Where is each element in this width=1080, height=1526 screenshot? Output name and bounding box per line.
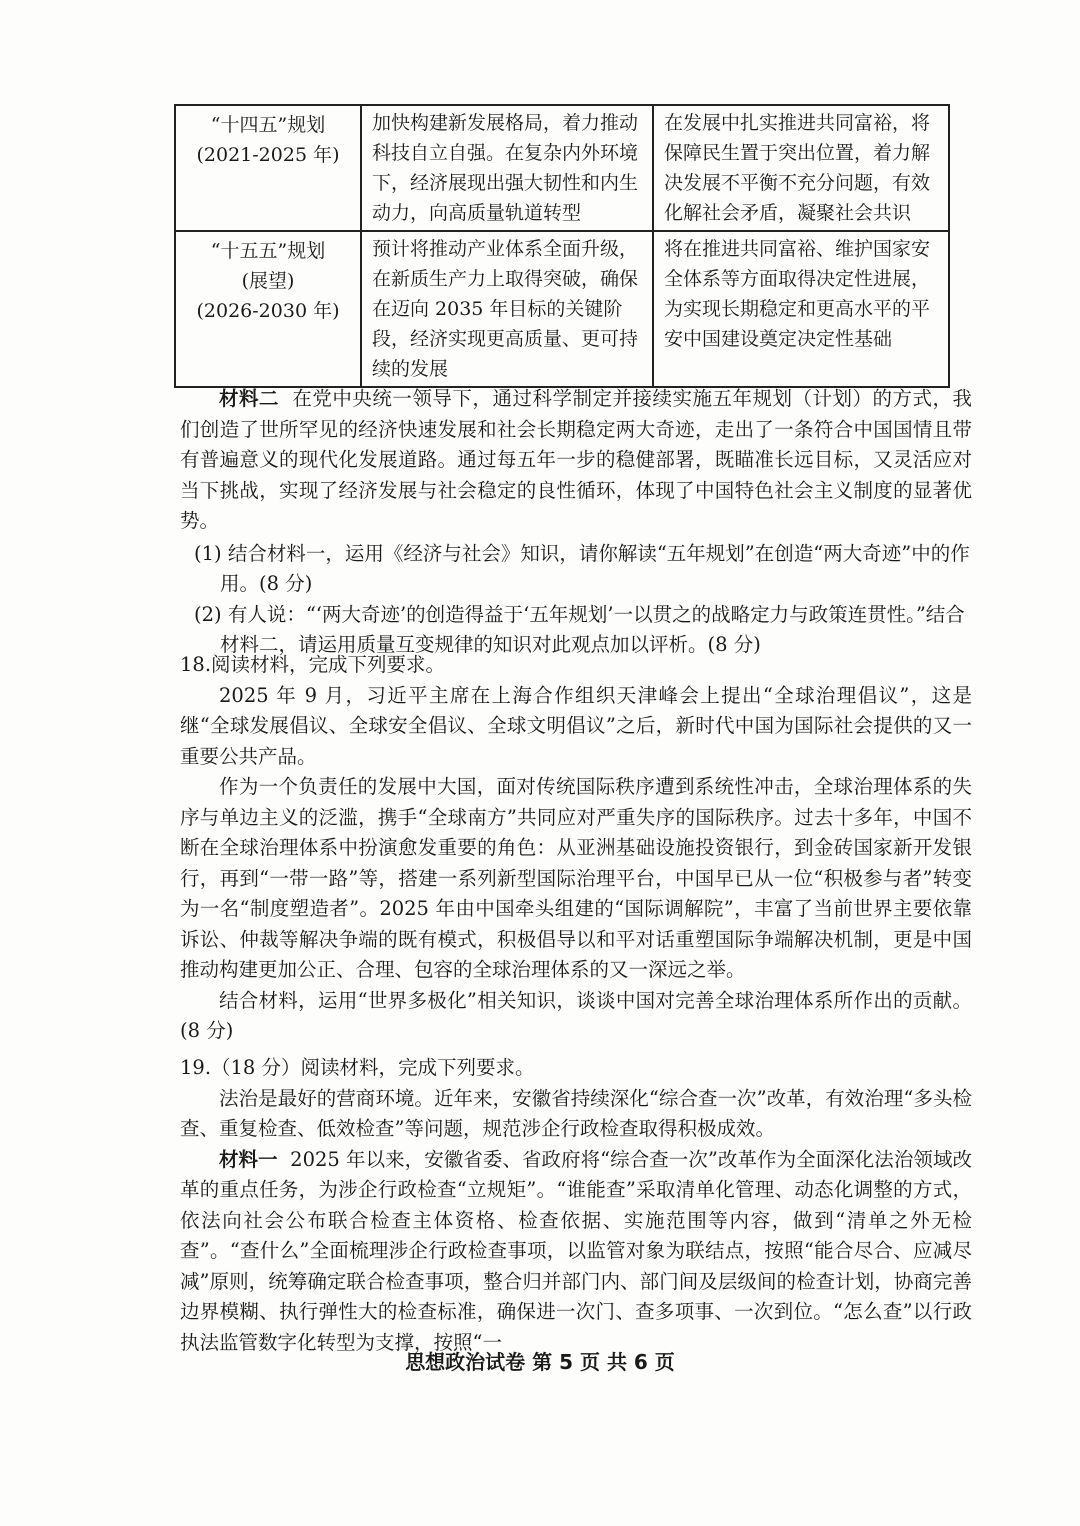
period-cell	[175, 105, 361, 231]
question-19	[180, 1053, 972, 1358]
table-row	[175, 231, 949, 387]
question-18-prompt: 结合材料，运用“世界多极化”相关知识，谈谈中国对完善全球治理体系所作出的贡献。(8 分)	[180, 988, 972, 1042]
period-line: (2021-2025 年)	[196, 144, 340, 166]
period-cell	[175, 231, 361, 387]
material-two-text: 在党中央统一领导下，通过科学制定并接续实施五年规划（计划）的方式，我们创造了世所罕见的经济快速发展和社会长期稳定两大奇迹，走出了一条符合中国国情且带有普遍意义的现代化发展道路。通过每五年一步的稳健部署，既瞄准长远目标，又灵活应对当下挑战，实现了经济发展与社会稳定的良性循环，体现了中国特色社会主义制度的显著优势。	[180, 387, 972, 532]
material-two-paragraph	[180, 384, 972, 537]
question-18	[180, 650, 972, 1047]
society-cell: 在发展中扎实推进共同富裕，将保障民生置于突出位置，着力解决发展不平衡不充分问题，有效化解社会矛盾，凝聚社会共识	[653, 105, 949, 231]
question-18-heading: 18.阅读材料，完成下列要求。	[180, 653, 446, 676]
question-17-1: (1) 结合材料一，运用《经济与社会》知识，请你解读“五年规划”在创造“两大奇迹”中的作用。(8 分)	[194, 541, 970, 595]
economy-cell: 加快构建新发展格局，着力推动科技自立自强。在复杂内外环境下，经济展现出强大韧性和内生动力，向高质量轨道转型	[361, 105, 653, 231]
society-cell: 将在推进共同富裕、维护国家安全体系等方面取得决定性进展，为实现长期稳定和更高水平的平安中国建设奠定决定性基础	[653, 231, 949, 387]
period-line: (2026-2030 年)	[196, 300, 340, 322]
period-line: (展望)	[241, 270, 295, 292]
material-two	[180, 384, 972, 661]
material-two-label: 材料二	[219, 387, 280, 410]
question-18-paragraph: 2025 年 9 月，习近平主席在上海合作组织天津峰会上提出“全球治理倡议”，这是继“全球发展倡议、全球安全倡议、全球文明倡议”之后，新时代中国为国际社会提供的又一重要公共产品。	[180, 683, 972, 768]
material-one-text: 2025 年以来，安徽省委、省政府将“综合查一次”改革作为全面深化法治领域改革的重点任务，为涉企行政检查“立规矩”。“谁能查”采取清单化管理、动态化调整的方式，依法向社会公布联合检查主体资格、检查依据、实施范围等内容，做到“清单之外无检查”。“查什么”全面梳理涉企行政检查事项，以监管对象为联结点，按照“能合尽合、应减尽减”原则，统筹确定联合检查事项，整合归并部门内、部门间及层级间的检查计划，协商完善边界模糊、执行弹性大的检查标准，确保进一次门、查多项事、一次到位。“怎么查”以行政执法监管数字化转型为支撑，按照“一	[180, 1147, 972, 1354]
economy-cell: 预计将推动产业体系全面升级，在新质生产力上取得突破，确保在迈向 2035 年目标的关键阶段，经济实现更高质量、更可持续的发展	[361, 231, 653, 387]
question-19-material-one	[180, 1145, 972, 1359]
period-line: “十五五”规划	[210, 240, 326, 262]
material-one-label: 材料一	[219, 1147, 278, 1171]
question-19-heading: 19.（18 分）阅读材料，完成下列要求。	[180, 1056, 535, 1079]
question-19-paragraph: 法治是最好的营商环境。近年来，安徽省持续深化“综合查一次”改革，有效治理“多头检查、重复检查、低效检查”等问题，规范涉企行政检查取得积极成效。	[180, 1086, 972, 1140]
question-17-2: (2) 有人说：“‘两大奇迹’的创造得益于‘五年规划’一以贯之的战略定力与政策连贯性。”结合材料二，请运用质量互变规律的知识对此观点加以评析。(8 分)	[194, 602, 965, 656]
page-footer: 思想政治试卷 第 5 页 共 6 页	[405, 1350, 675, 1374]
period-line: “十四五”规划	[210, 114, 326, 136]
table-row	[175, 105, 949, 231]
five-year-plan-table	[174, 104, 950, 388]
question-18-paragraph: 作为一个负责任的发展中大国，面对传统国际秩序遭到系统性冲击，全球治理体系的失序与单边主义的泛滥，携手“全球南方”共同应对严重失序的国际秩序。过去十多年，中国不断在全球治理体系中扮演愈发重要的角色：从亚洲基础设施投资银行，到金砖国家新开发银行，再到“一带一路”等，搭建一系列新型国际治理平台，中国早已从一位“积极参与者”转变为一名“制度塑造者”。2025 年由中国牵头组建的“国际调解院”，丰富了当前世界主要依靠诉讼、仲裁等解决争端的既有模式，积极倡导以和平对话重塑国际争端解决机制，更是中国推动构建更加公正、合理、包容的全球治理体系的又一深远之举。	[180, 775, 972, 981]
